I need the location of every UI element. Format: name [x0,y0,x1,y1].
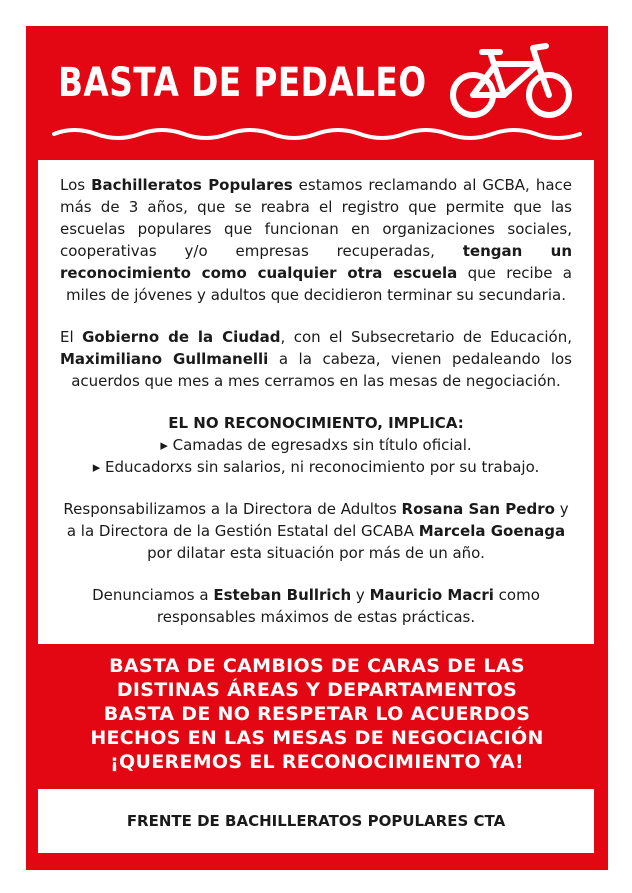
paragraph-reclamo: Los Bachilleratos Populares estamos reclamando al GCBA, hace más de 3 años, que se reabra el registro que permite que las escuelas populares que funcionan en organizaciones sociales, cooperativas y/o empresas recuperadas, tengan un reconocimiento como cualquier otra escuela que recibe a miles de jóvenes y adultos que decidieron terminar su secundaria. [60,176,572,304]
poster [26,26,608,870]
footer-box [38,789,594,853]
bicycle-icon [446,40,576,120]
slogan-line: ¡QUEREMOS EL RECONOCIMIENTO YA! [110,751,524,773]
list-item: ▸ Camadas de egresadxs sin título oficial. [60,434,572,456]
paragraph-gobierno: El Gobierno de la Ciudad, con el Subsecretario de Educación, Maximiliano Gullmanelli a la cabeza, vienen pedaleando los acuerdos que mes a mes cerramos en las mesas de negociación. [60,328,572,390]
footer-signature: FRENTE DE BACHILLERATOS POPULARES CTA [126,812,506,830]
slogan-line: BASTA DE NO RESPETAR LO ACUERDOS [103,703,531,725]
implica-list [60,434,572,478]
wave-divider [52,122,582,146]
slogan-line: DISTINAS ÁREAS Y DEPARTAMENTOS [116,679,518,701]
implica-heading: EL NO RECONOCIMIENTO, IMPLICA: [168,414,464,432]
poster-title: BASTA DE PEDALEO [58,60,427,106]
slogans [26,654,608,774]
paragraph-denunciamos: Denunciamos a Esteban Bullrich y Mauricio Macri como responsables máximos de estas prácticas. [92,586,540,626]
paragraph-responsabilizamos: Responsabilizamos a la Directora de Adultos Rosana San Pedro y a la Directora de la Gestión Estatal del GCABA Marcela Goenaga por dilatar esta situación por más de un año. [63,500,569,562]
list-item: ▸ Educadorxs sin salarios, ni reconocimiento por su trabajo. [60,456,572,478]
slogan-line: HECHOS EN LAS MESAS DE NEGOCIACIÓN [90,727,544,749]
statement-box [38,160,594,644]
slogan-line: BASTA DE CAMBIOS DE CARAS DE LAS [109,655,525,677]
